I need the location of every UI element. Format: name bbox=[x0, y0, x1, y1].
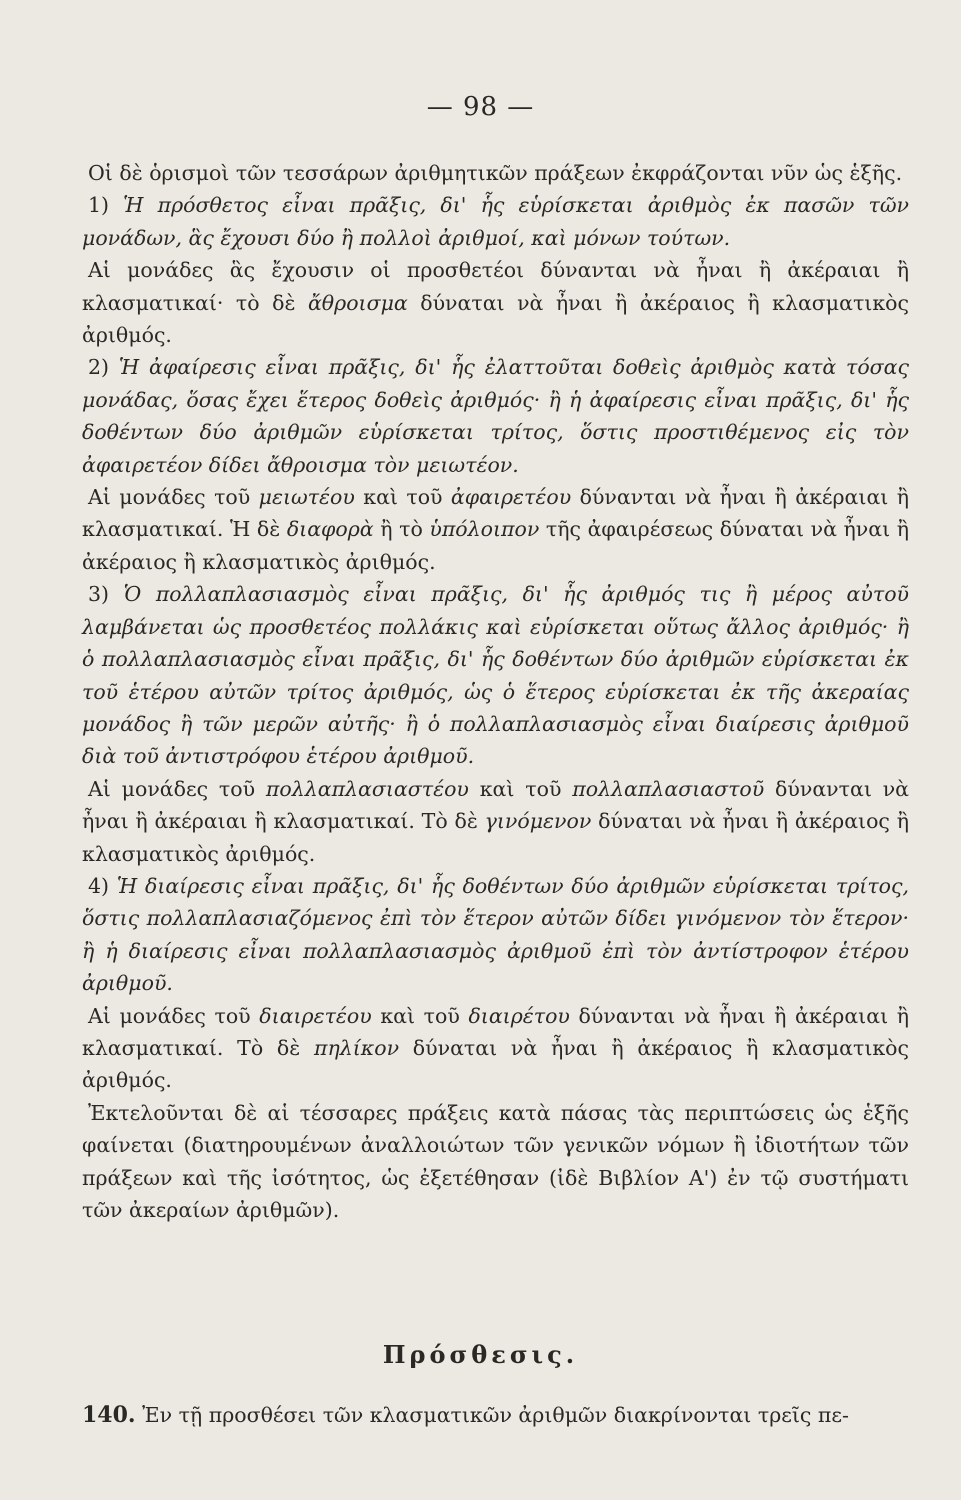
paragraph bbox=[82, 157, 909, 189]
text-run: Οἱ δὲ ὁρισμοὶ τῶν τεσσάρων ἀριθμητικῶν πράξεων ἐκφράζονται νῦν ὡς ἑξῆς. bbox=[88, 161, 903, 185]
italic-run: Ἡ διαίρεσις εἶναι πρᾶξις, δι' ἧς δοθέντων δύο ἀριθμῶν εὑρίσκεται τρίτος, ὅστις πολλαπλασιαζόμενος ἐπὶ τὸν ἕτερον αὐτῶν δίδει γινόμενον τὸν ἕτερον· ἢ ἡ διαίρεσις εἶναι πολλαπλασιασμὸς ἀριθμοῦ ἐπὶ τὸν ἀντίστροφον ἑτέρου ἀριθμοῦ. bbox=[82, 873, 909, 996]
page-number: — 98 — bbox=[426, 92, 535, 122]
paragraph-number: 140. bbox=[82, 1401, 136, 1428]
body-text bbox=[82, 157, 909, 1226]
text-run: καὶ τοῦ bbox=[468, 776, 573, 801]
italic-run: ἀφαιρετέου bbox=[450, 485, 572, 510]
italic-run: μειωτέου bbox=[258, 485, 355, 510]
italic-run: διαιρετέου bbox=[259, 1003, 372, 1028]
paragraph bbox=[82, 773, 909, 870]
text-run: δύνανται νὰ ἦναι ἢ ἀκέραιαι ἢ κλασματικαί. Τὸ δὲ bbox=[82, 776, 909, 834]
text-run: Ἐκτελοῦνται δὲ αἱ τέσσαρες πράξεις κατὰ πάσας τὰς περιπτώσεις ὡς ἑξῆς φαίνεται (διατηρουμένων ἀναλλοιώτων τῶν γενικῶν νόμων ἢ ἰδιοτήτων τῶν πράξεων καὶ τῆς ἰσότητος, ὡς ἐξετέθησαν (ἰδὲ Βιβλίον Α') ἐν τῷ συστήματι τῶν ἀκεραίων ἀριθμῶν). bbox=[82, 1100, 909, 1222]
italic-run: γινόμενον bbox=[484, 809, 592, 834]
text-run: δύναται νὰ ἦναι ἢ ἀκέραιος ἢ κλασματικὸς ἀριθμός. bbox=[82, 809, 909, 866]
text-run: τῆς ἀφαιρέσεως δύναται νὰ ἦναι ἢ ἀκέραιος ἢ κλασματικὸς ἀριθμός. bbox=[82, 517, 910, 574]
text-run: καὶ τοῦ bbox=[371, 1003, 469, 1028]
italic-run: διαφορὰ bbox=[286, 517, 374, 542]
text-run: 1) bbox=[88, 193, 124, 218]
text-run: δύνανται νὰ ἦναι ἢ ἀκέραιαι ἢ κλασματικαί. Τὸ δὲ bbox=[82, 1003, 910, 1060]
text-run: Αἱ μονάδες τοῦ bbox=[88, 776, 266, 801]
text-run: Αἱ μονάδες ἃς ἔχουσιν οἱ προσθετέοι δύνανται νὰ ἦναι ἢ ἀκέραιαι ἢ κλασματικαί· τὸ δὲ bbox=[82, 258, 909, 315]
text-run: 2) bbox=[88, 355, 119, 380]
italic-run: πηλίκον bbox=[314, 1035, 400, 1060]
text-run: δύναται νὰ ἦναι ἢ ἀκέραιος ἢ κλασματικὸς ἀριθμός. bbox=[82, 290, 909, 348]
paragraph bbox=[82, 578, 909, 772]
text-run: Αἱ μονάδες τοῦ bbox=[88, 1003, 260, 1028]
italic-run: Ἡ ἀφαίρεσις εἶναι πρᾶξις, δι' ἧς ἐλαττοῦται δοθεὶς ἀριθμὸς κατὰ τόσας μονάδας, ὅσας ἔχει ἕτερος δοθεὶς ἀριθμός· ἢ ἡ ἀφαίρεσις εἶναι πρᾶξις, δι' ἧς δοθέντων δύο ἀριθμῶν εὑρίσκεται τρίτος, ὅστις προστιθέμενος εἰς τὸν ἀφαιρετέον δίδει ἄθροισμα τὸν μειωτέον. bbox=[82, 355, 909, 477]
italic-run: Ἡ πρόσθετος εἶναι πρᾶξις, δι' ἧς εὑρίσκεται ἀριθμὸς ἐκ πασῶν τῶν μονάδων, ἃς ἔχουσι δύο ἢ πολλοὶ ἀριθμοί, καὶ μόνων τούτων. bbox=[82, 193, 910, 250]
italic-run: ὑπόλοιπον bbox=[429, 517, 540, 542]
paragraph-text: Ἐν τῇ προσθέσει τῶν κλασματικῶν ἀριθμῶν διακρίνονται τρεῖς πε- bbox=[135, 1402, 849, 1427]
paragraph bbox=[82, 1097, 909, 1227]
italic-run: Ὁ πολλαπλασιασμὸς εἶναι πρᾶξις, δι' ἧς ἀριθμός τις ἢ μέρος αὐτοῦ λαμβάνεται ὡς προσθετέος πολλάκις καὶ εὑρίσκεται οὕτως ἄλλος ἀριθμός· ἢ ὁ πολλαπλασιασμὸς εἶναι πρᾶξις, δι' ἧς δοθέντων δύο ἀριθμῶν εὑρίσκεται ἐκ τοῦ ἑτέρου αὐτῶν τρίτος ἀριθμός, ὡς ὁ ἕτερος εὑρίσκεται ἐκ τῆς ἀκεραίας μονάδος ἢ τῶν μερῶν αὐτῆς· ἢ ὁ πολλαπλασιασμὸς εἶναι διαίρεσις ἀριθμοῦ διὰ τοῦ ἀντιστρόφου ἑτέρου ἀριθμοῦ. bbox=[82, 582, 909, 769]
italic-run: πολλαπλασιαστοῦ bbox=[572, 776, 765, 801]
paragraph bbox=[82, 870, 909, 1000]
text-run: δύναται νὰ ἦναι ἢ ἀκέραιος ἢ κλασματικὸς ἀριθμός. bbox=[82, 1035, 909, 1093]
section-heading: Πρόσθεσις. bbox=[382, 1340, 579, 1369]
text-run: ἢ τὸ bbox=[373, 517, 430, 542]
italic-run: διαιρέτου bbox=[468, 1003, 570, 1028]
text-run: 3) bbox=[88, 582, 124, 607]
text-run: δύνανται νὰ ἦναι ἢ ἀκέραιαι ἢ κλασματικαί. Ἡ δὲ bbox=[82, 485, 910, 542]
paragraph bbox=[82, 1000, 909, 1097]
paragraph bbox=[82, 351, 909, 481]
paragraph-140 bbox=[82, 1399, 909, 1431]
italic-run: πολλαπλασιαστέου bbox=[265, 776, 469, 801]
paragraph bbox=[82, 254, 909, 351]
text-run: Αἱ μονάδες τοῦ bbox=[88, 485, 259, 510]
paragraph bbox=[82, 189, 909, 254]
text-run: καὶ τοῦ bbox=[354, 485, 451, 510]
paragraph bbox=[82, 481, 909, 578]
italic-run: ἄθροισμα bbox=[307, 290, 408, 315]
text-run: 4) bbox=[88, 873, 117, 898]
